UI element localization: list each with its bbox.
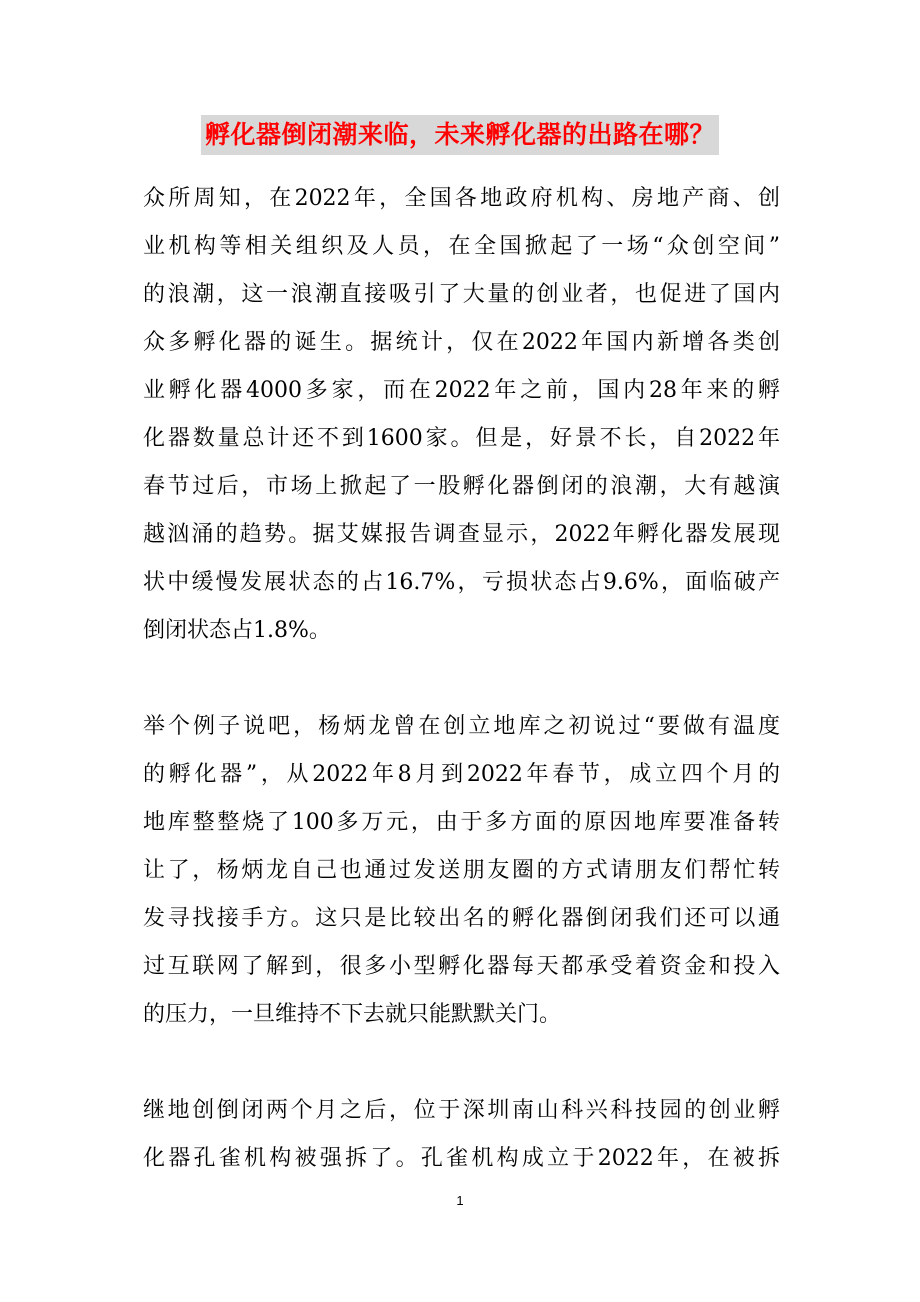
text-line: 的孵化器”，从2022年8月到2022年春节，成立四个月的 bbox=[143, 762, 780, 787]
text-line: 地库整整烧了100多万元，由于多方面的原因地库要准备转 bbox=[143, 810, 780, 835]
text-line: 众多孵化器的诞生。据统计，仅在2022年国内新增各类创 bbox=[143, 330, 780, 355]
text-line: 春节过后，市场上掀起了一股孵化器倒闭的浪潮，大有越演 bbox=[143, 474, 780, 499]
text-line: 继地创倒闭两个月之后，位于深圳南山科兴科技园的创业孵 bbox=[143, 1098, 780, 1123]
text-line: 的浪潮，这一浪潮直接吸引了大量的创业者，也促进了国内 bbox=[143, 282, 780, 307]
title-wrap bbox=[0, 115, 920, 155]
text-line: 的压力，一旦维持不下去就只能默默关门。 bbox=[143, 1002, 562, 1027]
document-title: 孵化器倒闭潮来临，未来孵化器的出路在哪？ bbox=[201, 115, 719, 155]
paragraph bbox=[143, 1087, 780, 1183]
text-line: 众所周知，在2022年，全国各地政府机构、房地产商、创 bbox=[143, 186, 780, 211]
text-line: 业机构等相关组织及人员，在全国掀起了一场“众创空间” bbox=[143, 234, 780, 259]
document-body bbox=[143, 175, 780, 1231]
paragraph bbox=[143, 703, 780, 1039]
text-line: 倒闭状态占1.8%。 bbox=[143, 618, 331, 643]
paragraph bbox=[143, 175, 780, 655]
text-line: 举个例子说吧，杨炳龙曾在创立地库之初说过“要做有温度 bbox=[143, 714, 780, 739]
text-line: 化器数量总计还不到1600家。但是，好景不长，自2022年 bbox=[143, 426, 780, 451]
page-number: 1 bbox=[456, 1193, 464, 1208]
text-line: 过互联网了解到，很多小型孵化器每天都承受着资金和投入 bbox=[143, 954, 780, 979]
text-line: 状中缓慢发展状态的占16.7%，亏损状态占9.6%，面临破产 bbox=[143, 570, 780, 595]
text-line: 越汹涌的趋势。据艾媒报告调查显示，2022年孵化器发展现 bbox=[143, 522, 780, 547]
text-line: 发寻找接手方。这只是比较出名的孵化器倒闭我们还可以通 bbox=[143, 906, 780, 931]
text-line: 让了，杨炳龙自己也通过发送朋友圈的方式请朋友们帮忙转 bbox=[143, 858, 780, 883]
text-line: 业孵化器4000多家，而在2022年之前，国内28年来的孵 bbox=[143, 378, 780, 403]
text-line: 化器孔雀机构被强拆了。孔雀机构成立于2022年，在被拆 bbox=[143, 1146, 780, 1171]
